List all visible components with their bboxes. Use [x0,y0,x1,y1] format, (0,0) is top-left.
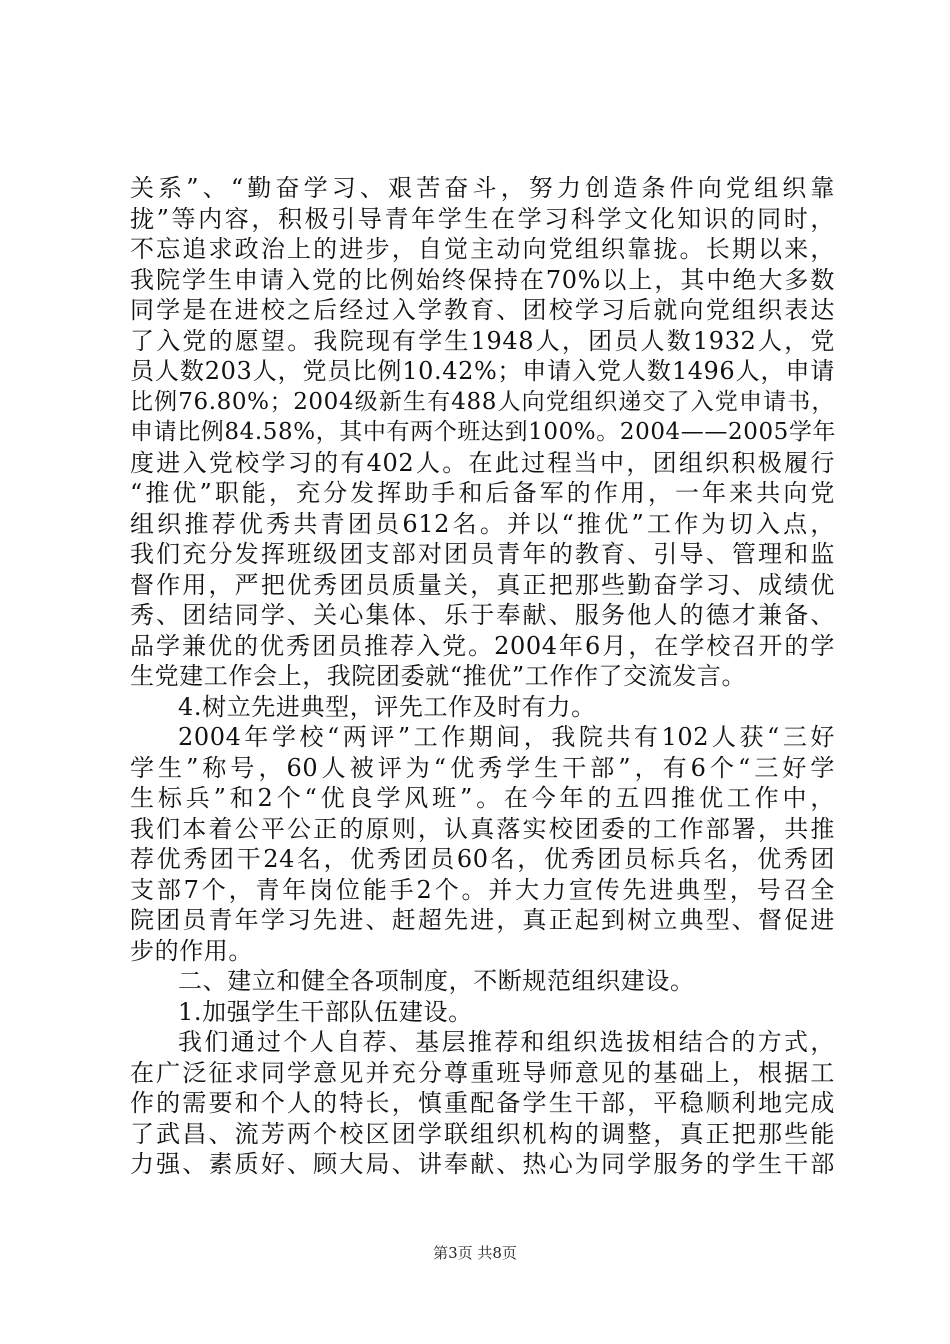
text-line: 我院学生申请入党的比例始终保持在70%以上，其中绝大多数 [130,265,835,294]
text-line: 院团员青年学习先进、赶超先进，真正起到树立典型、督促进 [130,906,835,934]
document-body [130,173,835,1180]
paragraph-first-line: 我们通过个人自荐、基层推荐和组织选拔相结合的方式， [178,1028,835,1056]
text-line: 申请比例84.58%，其中有两个班达到100%。2004——2005学年 [130,419,837,445]
text-line: 关系”、“勤奋学习、艰苦奋斗，努力创造条件向党组织靠 [130,174,835,202]
text-line: 学生”称号，60人被评为“优秀学生干部”，有6个“三好学 [130,753,835,782]
section-heading: 二、建立和健全各项制度，不断规范组织建设。 [178,967,695,995]
text-line: “推优”职能，充分发挥助手和后备军的作用，一年来共向党 [130,479,835,507]
text-line: 在广泛征求同学意见并充分尊重班导师意见的基础上，根据工 [130,1058,835,1087]
text-line: 步的作用。 [130,936,253,965]
text-line: 员人数203人，党员比例10.42%；申请入党人数1496人，申请 [130,357,835,385]
page-footer [0,1243,950,1263]
text-line: 荐优秀团干24名，优秀团员60名，优秀团员标兵名，优秀团 [130,845,835,873]
subsection-heading: 1.加强学生干部队伍建设。 [178,997,473,1026]
text-line: 生标兵”和2个“优良学风班”。在今年的五四推优工作中， [130,784,835,812]
text-line: 了武昌、流芳两个校区团学联组织机构的调整，真正把那些能 [130,1119,835,1148]
text-line: 生党建工作会上，我院团委就“推优”工作作了交流发言。 [130,662,747,690]
paragraph-first-line: 2004年学校“两评”工作期间，我院共有102人获“三好 [178,723,835,751]
text-line: 不忘追求政治上的进步，自觉主动向党组织靠拢。长期以来， [130,235,835,263]
text-line: 力强、素质好、顾大局、讲奉献、热心为同学服务的学生干部 [130,1150,835,1178]
text-line: 比例76.80%；2004级新生有488人向党组织递交了入党申请书， [130,388,835,415]
text-line: 支部7个，青年岗位能手2个。并大力宣传先进典型，号召全 [130,875,835,904]
text-line: 我们充分发挥班级团支部对团员青年的教育、引导、管理和监 [130,540,835,568]
text-line: 组织推荐优秀共青团员612名。并以“推优”工作为切入点， [130,509,835,538]
text-line: 我们本着公平公正的原则，认真落实校团委的工作部署，共推 [130,814,835,843]
text-line: 同学是在进校之后经过入学教育、团校学习后就向党组织表达 [130,296,835,324]
text-line: 督作用，严把优秀团员质量关，真正把那些勤奋学习、成绩优 [130,570,835,599]
text-line: 作的需要和个人的特长，慎重配备学生干部，平稳顺利地完成 [130,1089,835,1117]
section-heading: 4.树立先进典型，评先工作及时有力。 [178,692,596,721]
text-line: 拢”等内容，积极引导青年学生在学习科学文化知识的同时， [130,204,835,233]
text-line: 了入党的愿望。我院现有学生1948人，团员人数1932人，党 [130,326,835,355]
text-line: 度进入党校学习的有402人。在此过程当中，团组织积极履行 [130,448,835,477]
page-number-label: 第3页 共8页 [433,1244,517,1262]
text-line: 秀、团结同学、关心集体、乐于奉献、服务他人的德才兼备、 [130,601,835,629]
text-line: 品学兼优的优秀团员推荐入党。2004年6月，在学校召开的学 [130,631,835,660]
